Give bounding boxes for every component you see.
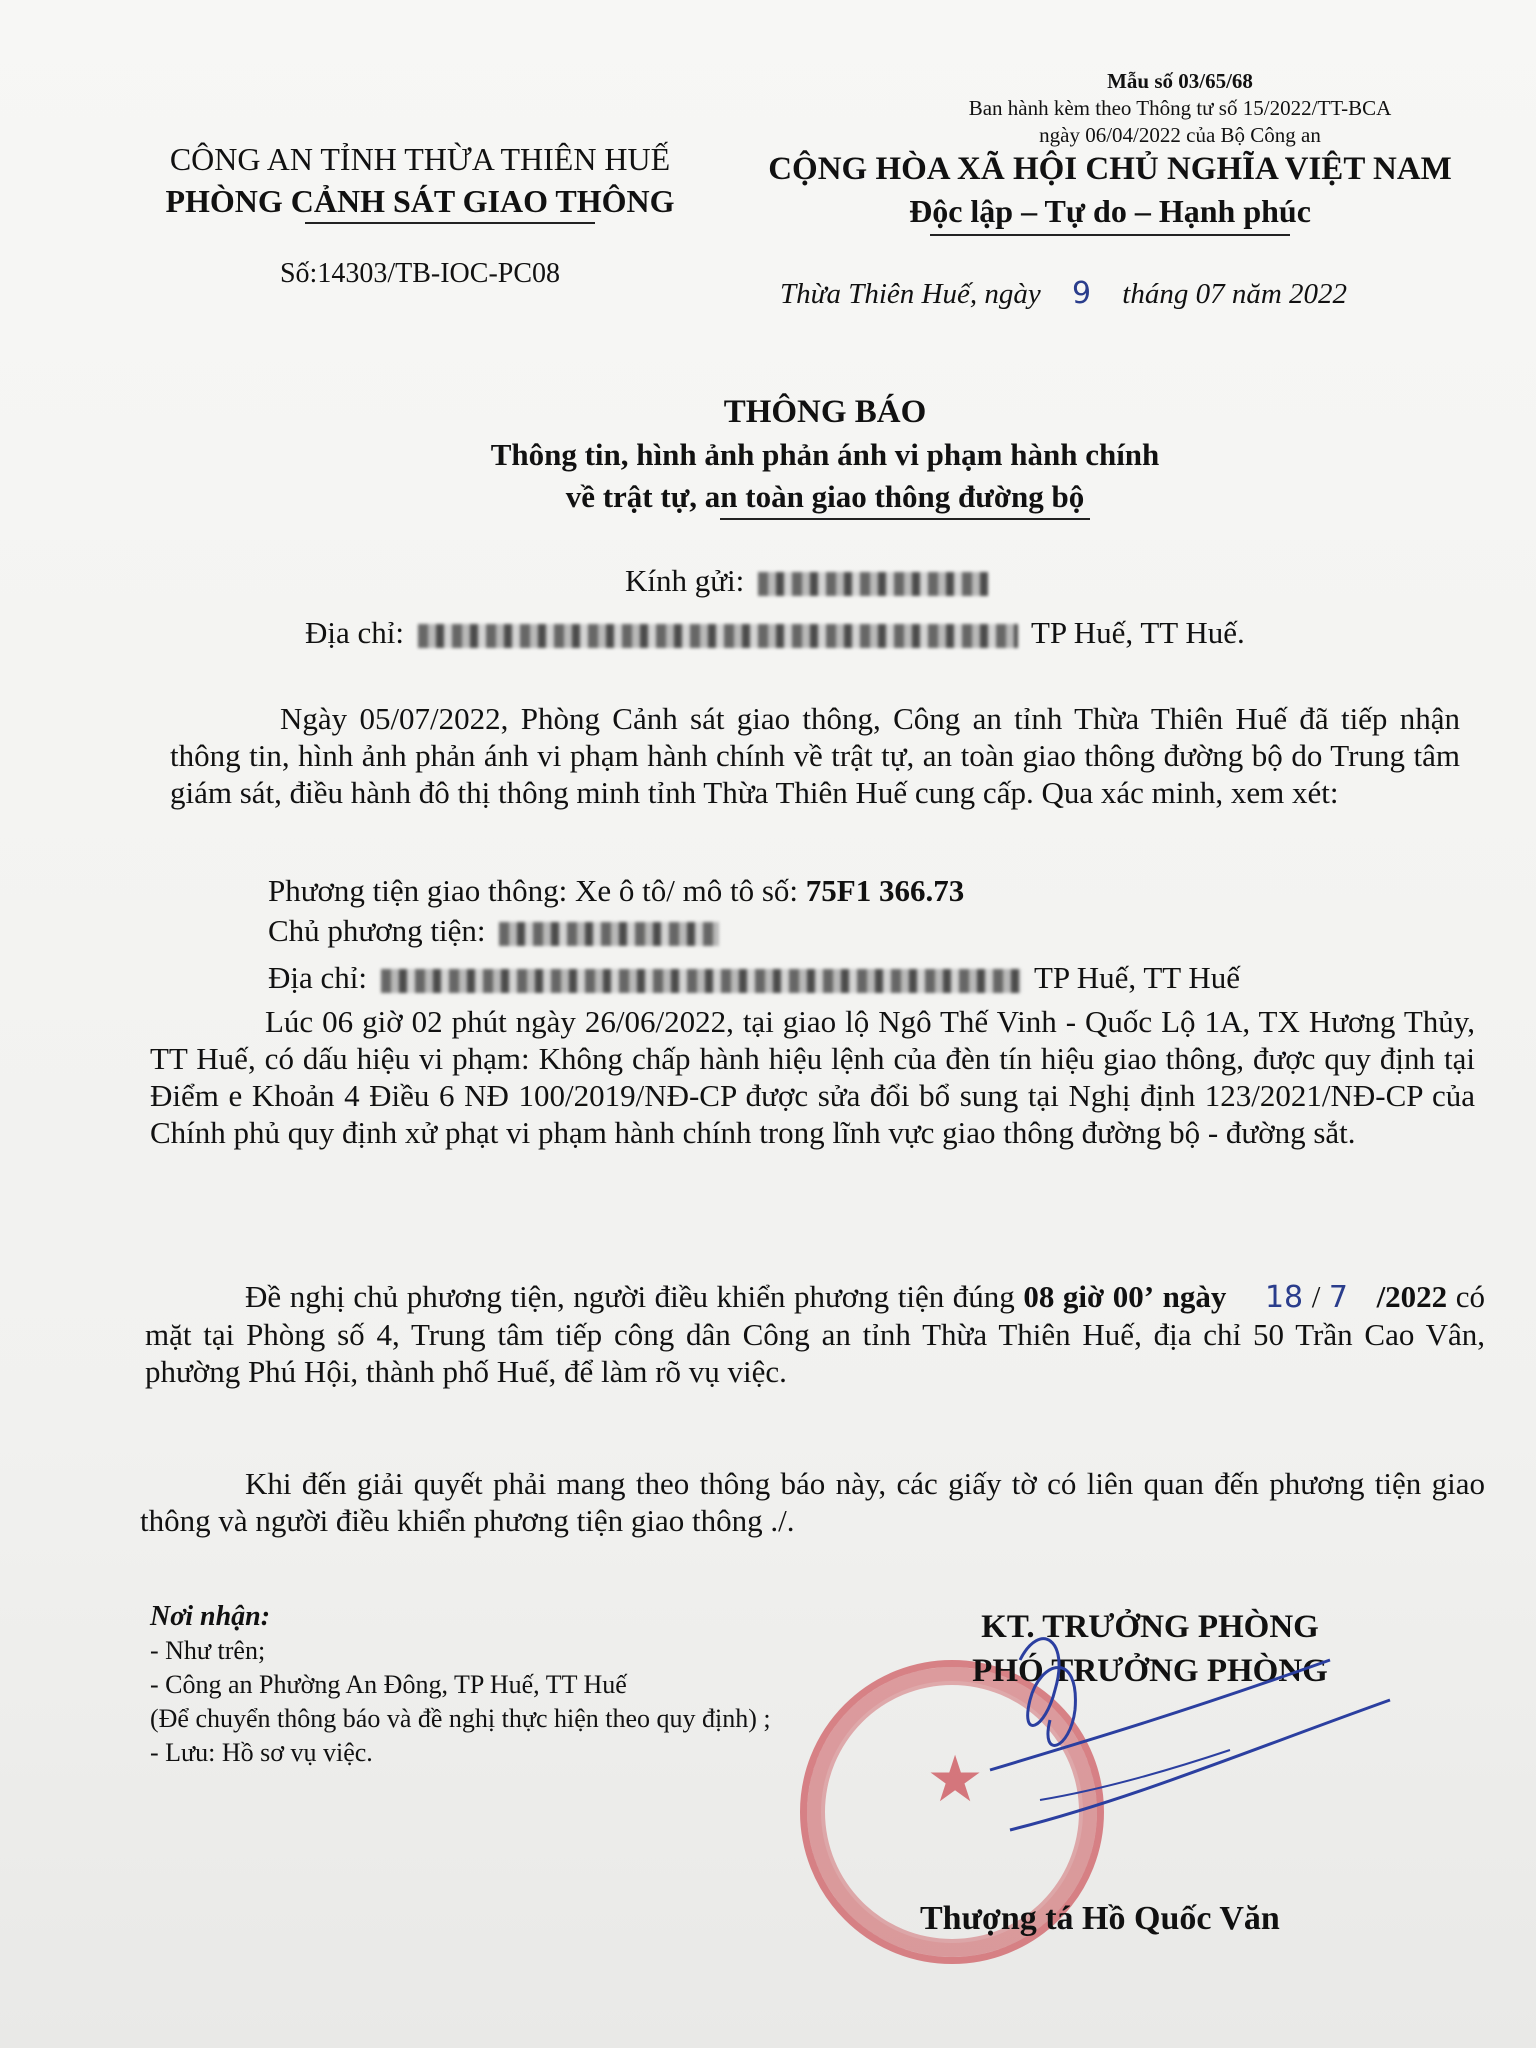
handwritten-request-day: 18 <box>1264 1280 1304 1315</box>
request-rest: có mặt tại Phòng số 4, Trung tâm tiếp công dân Công an tỉnh Thừa Thiên Huế, địa chỉ 50 Trần Cao Vân, phường Phú Hội, thành phố Huế, để làm rõ vụ việc. <box>145 1279 1486 1389</box>
recipient-address-label: Địa chỉ: <box>305 615 404 650</box>
recipients-item: - Như trên; <box>150 1636 266 1665</box>
paragraph-closing <box>140 1465 1485 1539</box>
redacted-owner-address <box>381 969 1021 993</box>
recipients-item: - Lưu: Hồ sơ vụ việc. <box>150 1738 373 1767</box>
document-number: Số:14303/TB-IOC-PC08 <box>279 258 561 289</box>
issuer-agency: CÔNG AN TỈNH THỪA THIÊN HUẾ <box>169 141 671 177</box>
form-issued-date: ngày 06/04/2022 của Bộ Công an <box>1039 123 1321 147</box>
intro-text: Ngày 05/07/2022, Phòng Cảnh sát giao thông, Công an tỉnh Thừa Thiên Huế đã tiếp nhận thông tin, hình ảnh phản ánh vi phạm hành chính về trật tự, an toàn giao thông đường bộ do Trung tâm giám sát, điều hành đô thị thông minh tỉnh Thừa Thiên Huế cung cấp. Qua xác minh, xem xét: <box>170 701 1460 810</box>
recipients-item: - Công an Phường An Đông, TP Huế, TT Huế <box>150 1670 627 1699</box>
violation-text: Lúc 06 giờ 02 phút ngày 26/06/2022, tại giao lộ Ngô Thế Vinh - Quốc Lộ 1A, TX Hương Thủy, TT Huế, có dấu hiệu vi phạm: Không chấp hành hiệu lệnh của đèn tín hiệu giao thông, được quy định tại Điểm e Khoản 4 Điều 6 NĐ 100/2019/NĐ-CP được sửa đổi bổ sung tại Nghị định 123/2021/NĐ-CP của Chính phủ quy định xử phạt vi phạm hành chính trong lĩnh vực giao thông đường bộ - đường sắt. <box>150 1004 1475 1150</box>
title-underline <box>720 518 1090 520</box>
redacted-owner-name <box>499 922 719 946</box>
owner-line <box>268 912 725 949</box>
license-plate: 75F1 366.73 <box>805 873 965 908</box>
national-header <box>730 148 1490 236</box>
vehicle-label: Phương tiện giao thông: Xe ô tô/ mô tô số: <box>268 873 799 908</box>
dateline-month-year: tháng 07 năm 2022 <box>1122 278 1348 310</box>
form-number: Mẫu số 03/65/68 <box>1107 69 1253 93</box>
national-motto: Độc lập – Tự do – Hạnh phúc <box>909 193 1311 229</box>
recipient-address-line <box>305 614 1245 651</box>
signature-line-1: KT. TRƯỞNG PHÒNG <box>981 1609 1319 1645</box>
recipients-list <box>150 1600 790 1770</box>
owner-label: Chủ phương tiện: <box>268 913 486 948</box>
greeting-line <box>625 562 994 599</box>
dateline-place: Thừa Thiên Huế, ngày <box>780 278 1041 310</box>
request-year: /2022 <box>1376 1279 1448 1314</box>
signature-line-2: PHÓ TRƯỞNG PHÒNG <box>972 1653 1328 1689</box>
paragraph-request <box>145 1278 1485 1390</box>
request-time: 08 giờ 00’ <box>1023 1279 1155 1314</box>
issuer-underline <box>305 222 595 224</box>
paragraph-intro <box>170 700 1460 811</box>
recipients-item: (Để chuyển thông báo và đề nghị thực hiện theo quy định) ; <box>150 1704 771 1733</box>
recipient-address-suffix: TP Huế, TT Huế. <box>1030 615 1245 650</box>
recipients-heading: Nơi nhận: <box>150 1601 271 1632</box>
request-prefix: Đề nghị chủ phương tiện, người điều khiển phương tiện đúng <box>245 1279 1015 1314</box>
owner-address-label: Địa chỉ: <box>268 960 367 995</box>
request-text: Đề nghị chủ phương tiện, người điều khiển phương tiện đúng 08 giờ 00’ ngày 18 / 7 /2022 có mặt tại Phòng số 4, Trung tâm tiếp công dân Công an tỉnh Thừa Thiên Huế, địa chỉ 50 Trần Cao Vân, phường Phú Hội, thành phố Huế, để làm rõ vụ việc. <box>145 1279 1486 1389</box>
closing-text: Khi đến giải quyết phải mang theo thông báo này, các giấy tờ có liên quan đến phương tiện giao thông và người điều khiển phương tiện giao thông ./. <box>140 1466 1485 1538</box>
document-title <box>240 390 1410 520</box>
title-subtitle-1: Thông tin, hình ảnh phản ánh vi phạm hành chính <box>490 437 1160 472</box>
owner-address-suffix: TP Huế, TT Huế <box>1033 960 1241 995</box>
motto-underline <box>930 234 1290 236</box>
paragraph-violation <box>150 1003 1475 1151</box>
dateline <box>780 276 1347 311</box>
form-reference <box>900 68 1460 149</box>
owner-address-line <box>268 959 1240 996</box>
form-issued-by: Ban hành kèm theo Thông tư số 15/2022/TT-BCA <box>968 96 1392 120</box>
redacted-recipient-name <box>758 572 988 596</box>
title-heading: THÔNG BÁO <box>723 394 927 430</box>
vehicle-line <box>268 872 964 909</box>
handwritten-request-month: 7 <box>1328 1280 1348 1315</box>
redacted-recipient-address <box>418 624 1018 648</box>
handwritten-day: 9 <box>1071 276 1092 311</box>
issuer-header <box>120 138 720 290</box>
country-name: CỘNG HÒA XÃ HỘI CHỦ NGHĨA VIỆT NAM <box>768 151 1452 187</box>
request-day-label: ngày <box>1162 1279 1227 1314</box>
issuer-department: PHÒNG CẢNH SÁT GIAO THÔNG <box>165 183 675 219</box>
handwritten-signature <box>870 1600 1430 1920</box>
signer-name: Thượng tá Hồ Quốc Văn <box>920 1900 1280 1937</box>
greeting-label: Kính gửi: <box>625 563 745 598</box>
seal-star-icon: ★ <box>926 1743 984 1817</box>
title-subtitle-2: về trật tự, an toàn giao thông đường bộ <box>565 479 1085 514</box>
